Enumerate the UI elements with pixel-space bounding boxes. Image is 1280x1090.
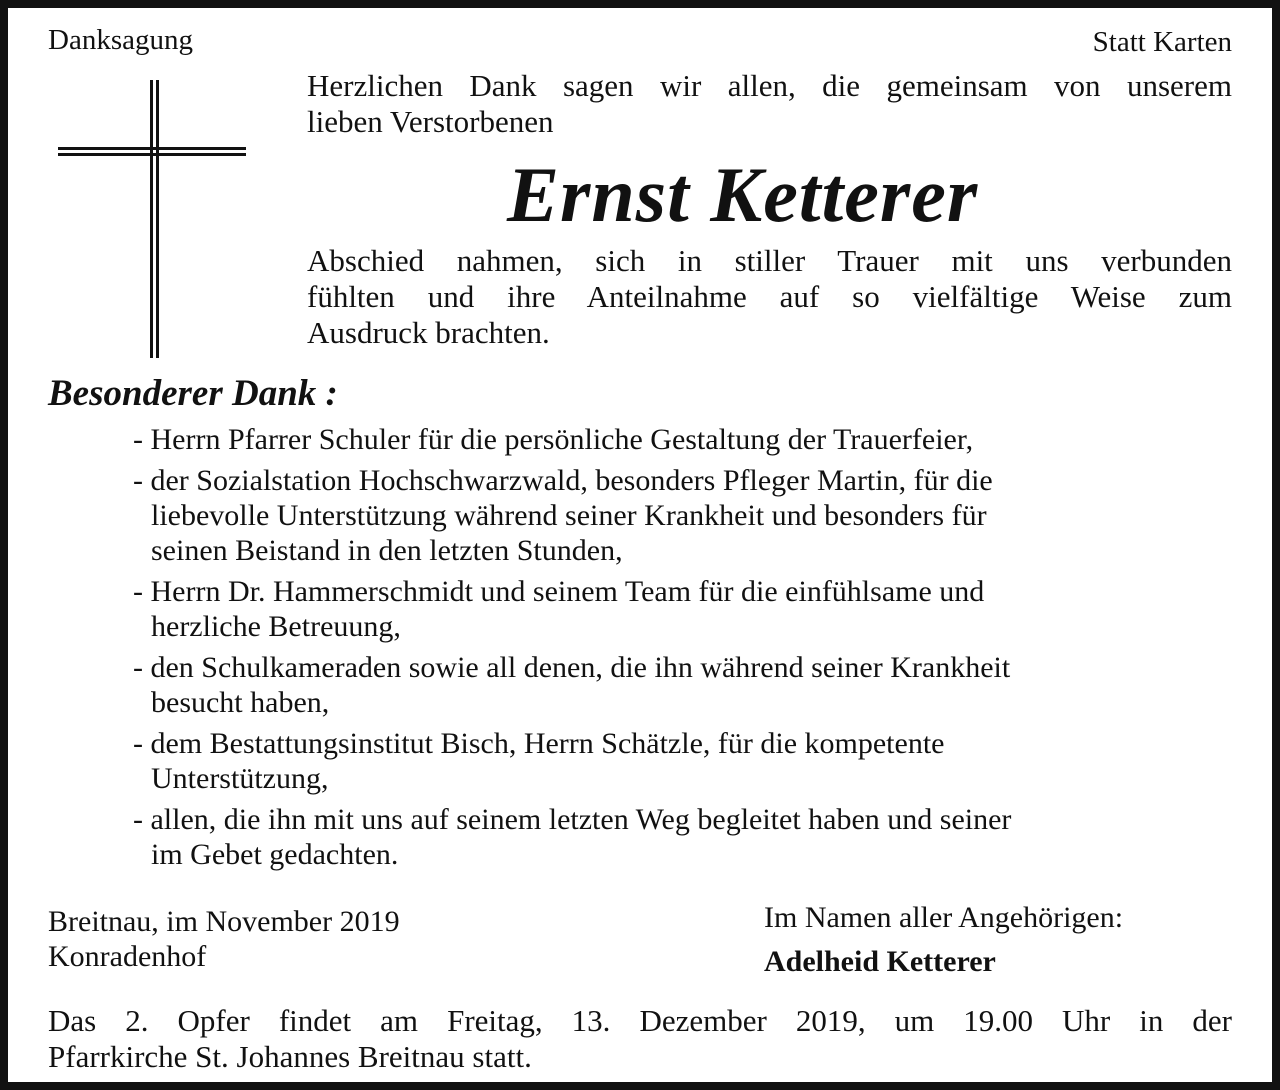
list-item-line: - der Sozialstation Hochschwarzwald, besonders Pfleger Martin, für die [133, 464, 993, 497]
deceased-name: Ernst Ketterer [507, 151, 979, 238]
list-item [133, 422, 1011, 457]
list-item [133, 650, 1011, 720]
farewell-line: fühlten und ihre Anteilnahme auf so vielfältige Weise zum [307, 279, 1232, 314]
farewell-line: Ausdruck brachten. [307, 315, 550, 350]
list-item-line: - den Schulkameraden sowie all denen, die ihn während seiner Krankheit [133, 651, 1011, 684]
heading-danksagung: Danksagung [48, 24, 193, 56]
list-item-line: besucht haben, [151, 686, 330, 719]
list-item-line: liebevolle Unterstützung während seiner Krankheit und besonders für [151, 499, 987, 532]
intro-text [307, 68, 1232, 140]
list-item-line: herzliche Betreuung, [151, 610, 401, 643]
list-item-line: - dem Bestattungsinstitut Bisch, Herrn Schätzle, für die kompetente [133, 727, 945, 760]
list-item-line: - allen, die ihn mit uns auf seinem letzten Weg begleitet haben und seiner [133, 803, 1012, 836]
special-thanks-list [133, 422, 1011, 878]
intro-line: Herzlichen Dank sagen wir allen, die gemeinsam von unserem [307, 68, 1232, 103]
list-item-line: - Herrn Dr. Hammerschmidt und seinem Team für die einfühlsame und [133, 575, 985, 608]
list-item-line: - Herrn Pfarrer Schuler für die persönliche Gestaltung der Trauerfeier, [133, 423, 974, 456]
cross-icon [56, 80, 248, 358]
list-item-line: Unterstützung, [151, 762, 329, 795]
farewell-line: Abschied nahmen, sich in stiller Trauer mit uns verbunden [307, 243, 1232, 278]
farewell-text [307, 243, 1232, 351]
notice-line: Das 2. Opfer findet am Freitag, 13. Dezember 2019, um 19.00 Uhr in der [48, 1003, 1232, 1038]
list-item [133, 802, 1011, 872]
list-item-line: im Gebet gedachten. [151, 838, 399, 871]
memorial-notice [48, 1003, 1232, 1075]
on-behalf-text: Im Namen aller Angehörigen: [764, 901, 1124, 934]
list-item [133, 574, 1011, 644]
notice-line: Pfarrkirche St. Johannes Breitnau statt. [48, 1039, 532, 1074]
place-sub: Konradenhof [48, 940, 207, 973]
place-date: Breitnau, im November 2019 [48, 905, 400, 938]
special-thanks-heading: Besonderer Dank : [48, 373, 338, 414]
signer-name: Adelheid Ketterer [764, 945, 996, 978]
intro-line: lieben Verstorbenen [307, 104, 554, 139]
list-item [133, 726, 1011, 796]
heading-statt-karten: Statt Karten [1092, 26, 1232, 58]
list-item [133, 463, 1011, 568]
list-item-line: seinen Beistand in den letzten Stunden, [151, 534, 623, 567]
